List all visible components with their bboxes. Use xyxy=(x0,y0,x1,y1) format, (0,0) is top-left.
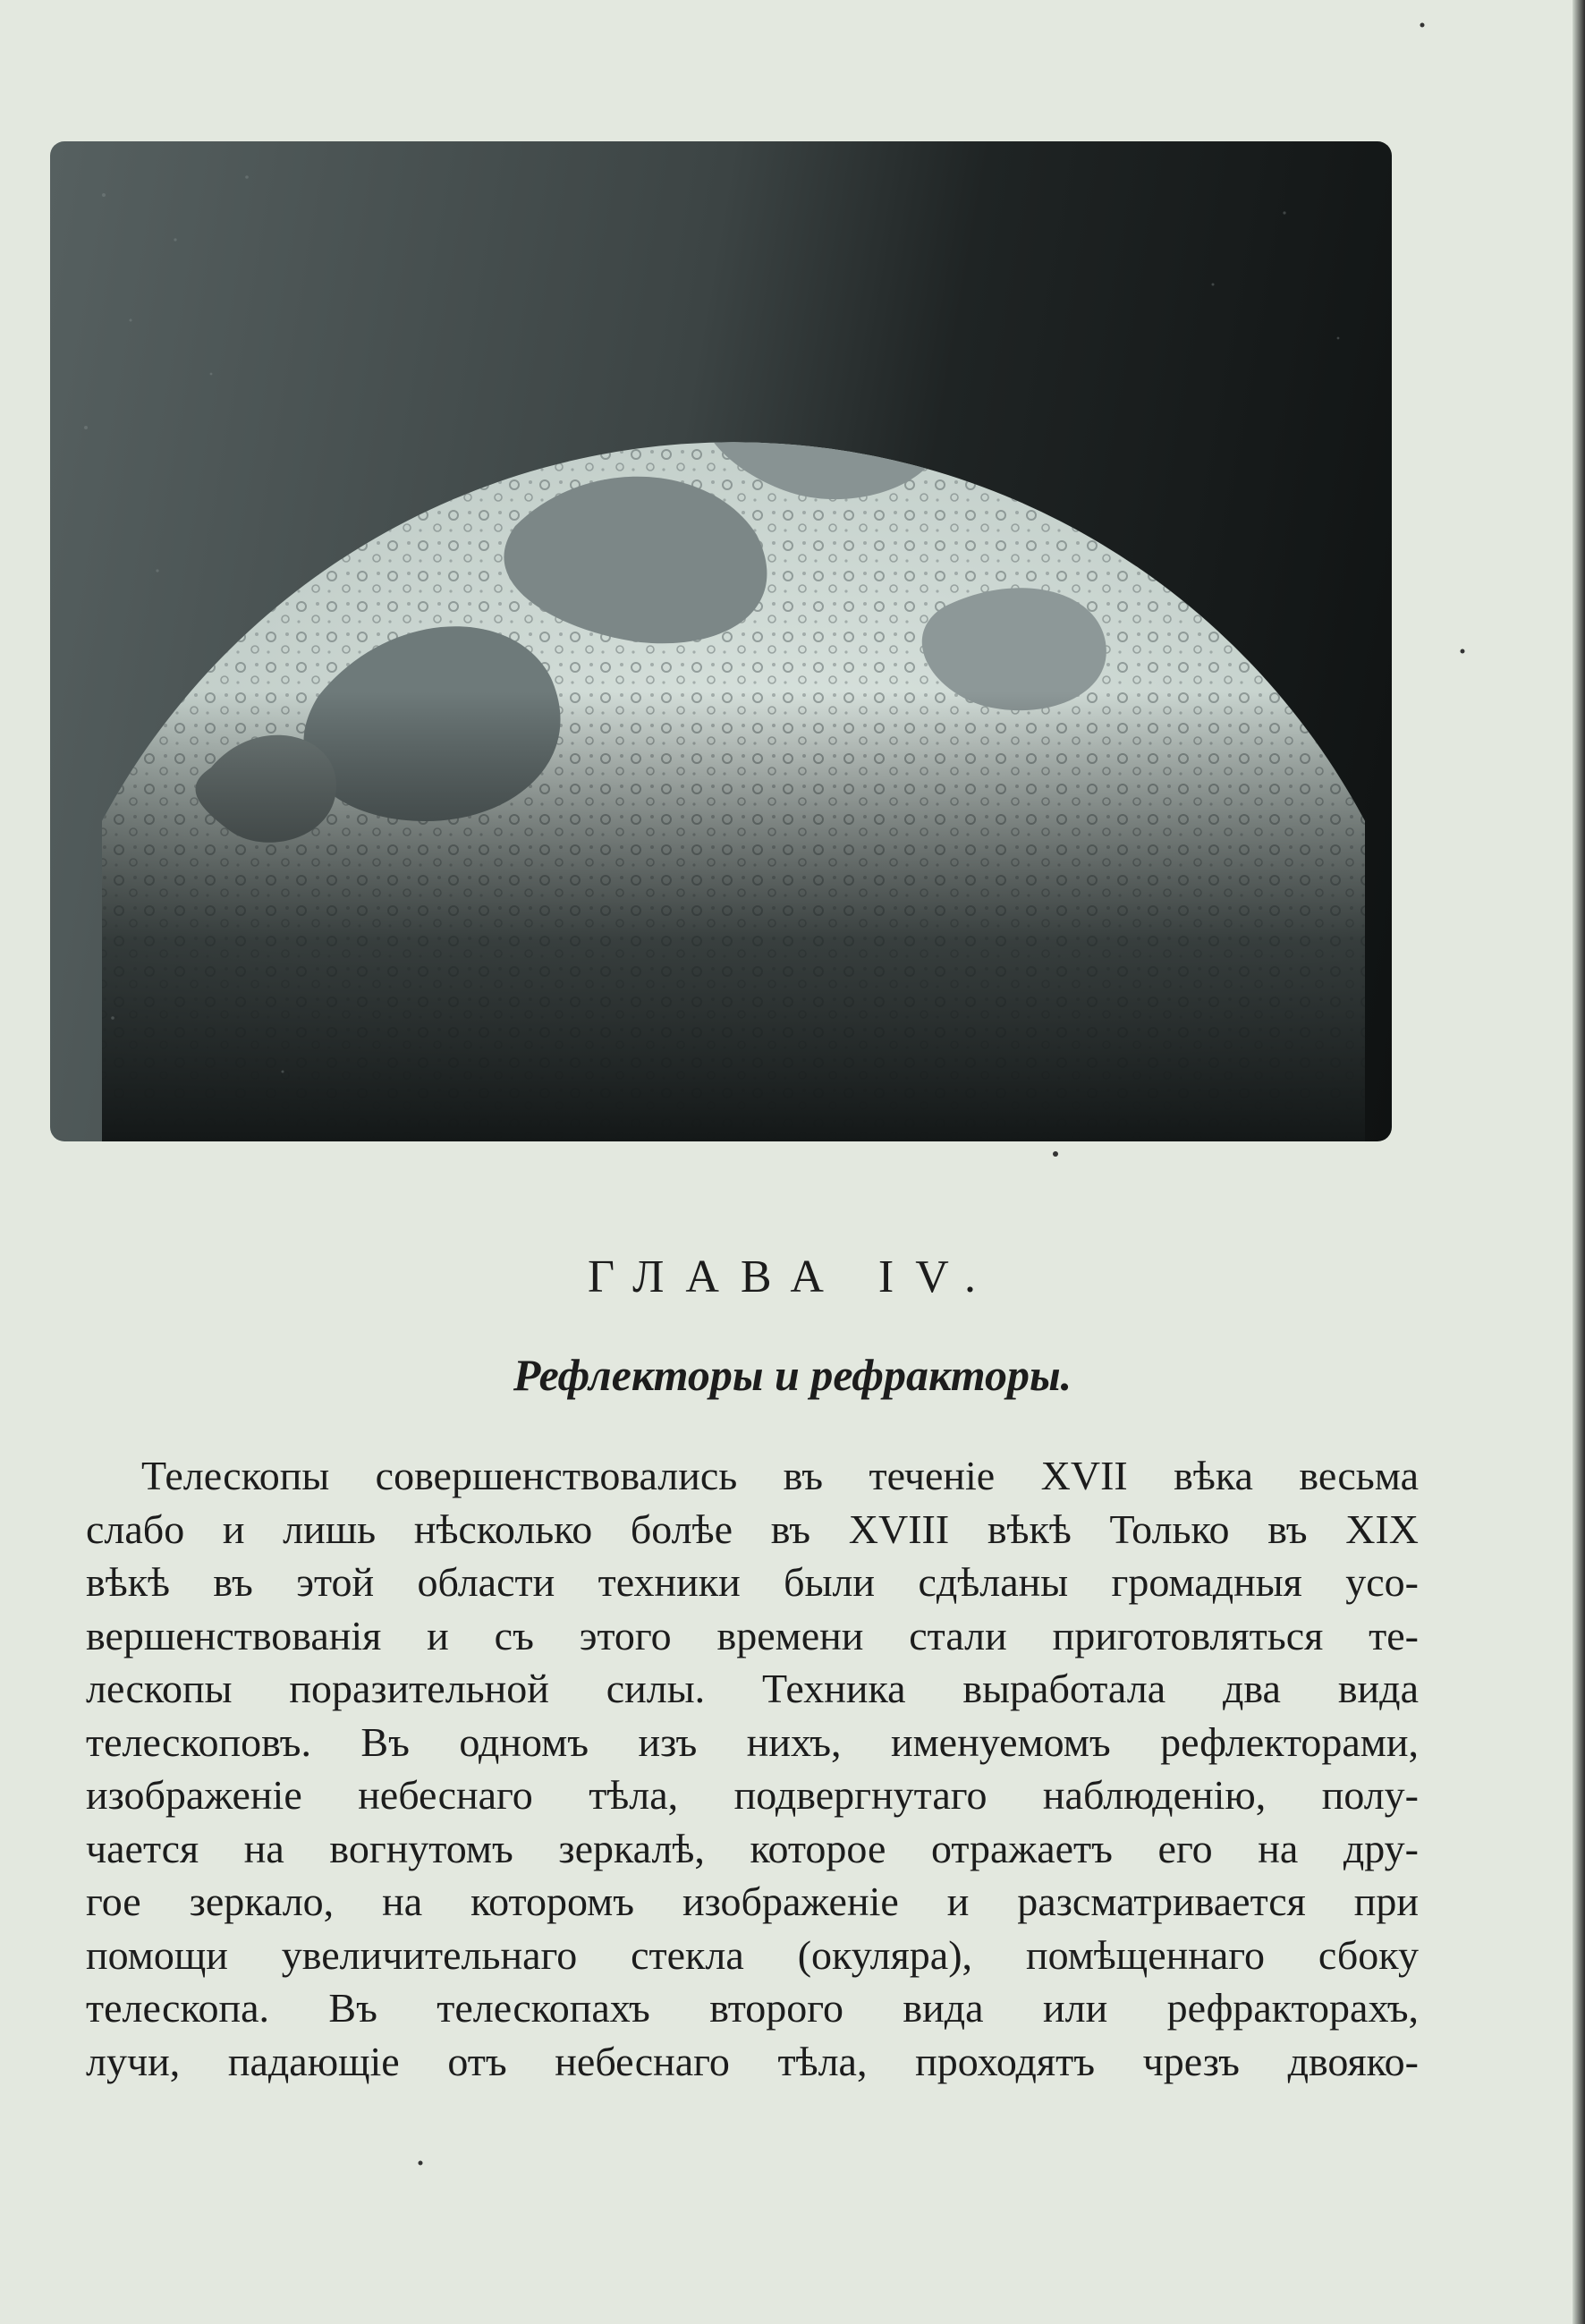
text-line: гое зеркало, на которомъ изображеніе и разсматривается при xyxy=(86,1879,1419,1924)
text-line: лучи, падающіе отъ небеснаго тѣла, проходятъ чрезъ двояко- xyxy=(86,2038,1419,2084)
text-line: слабо и лишь нѣсколько болѣе въ XVIII вѣкѣ Только въ XIX xyxy=(86,1506,1419,1552)
text-line: помощи увеличительнаго стекла (окуляра), помѣщеннаго сбоку xyxy=(86,1931,1419,1978)
text-line: изображеніе небеснаго тѣла, подвергнутаго наблюденію, полу- xyxy=(86,1772,1419,1818)
text-line: телескопа. Въ телескопахъ второго вида или рефракторахъ, xyxy=(86,1985,1419,2031)
text-line: вѣкѣ въ этой области техники были сдѣланы громадныя усо- xyxy=(86,1559,1419,1605)
text-line: чается на вогнутомъ зеркалѣ, которое отражаетъ его на дру- xyxy=(86,1825,1419,1871)
chapter-heading: ГЛАВА IV. xyxy=(587,1251,998,1302)
section-title: Рефлекторы и рефракторы. xyxy=(513,1350,1072,1400)
text-line: Телескопы совершенствовались въ теченіе XVII вѣка весьма xyxy=(141,1453,1419,1498)
text-line: лескопы поразительной силы. Техника выработала два вида xyxy=(86,1666,1419,1711)
text-line: телескоповъ. Въ одномъ изъ нихъ, именуемомъ рефлекторами, xyxy=(86,1718,1419,1765)
text-line: вершенствованія и съ этого времени стали приготовляться те- xyxy=(86,1612,1419,1658)
